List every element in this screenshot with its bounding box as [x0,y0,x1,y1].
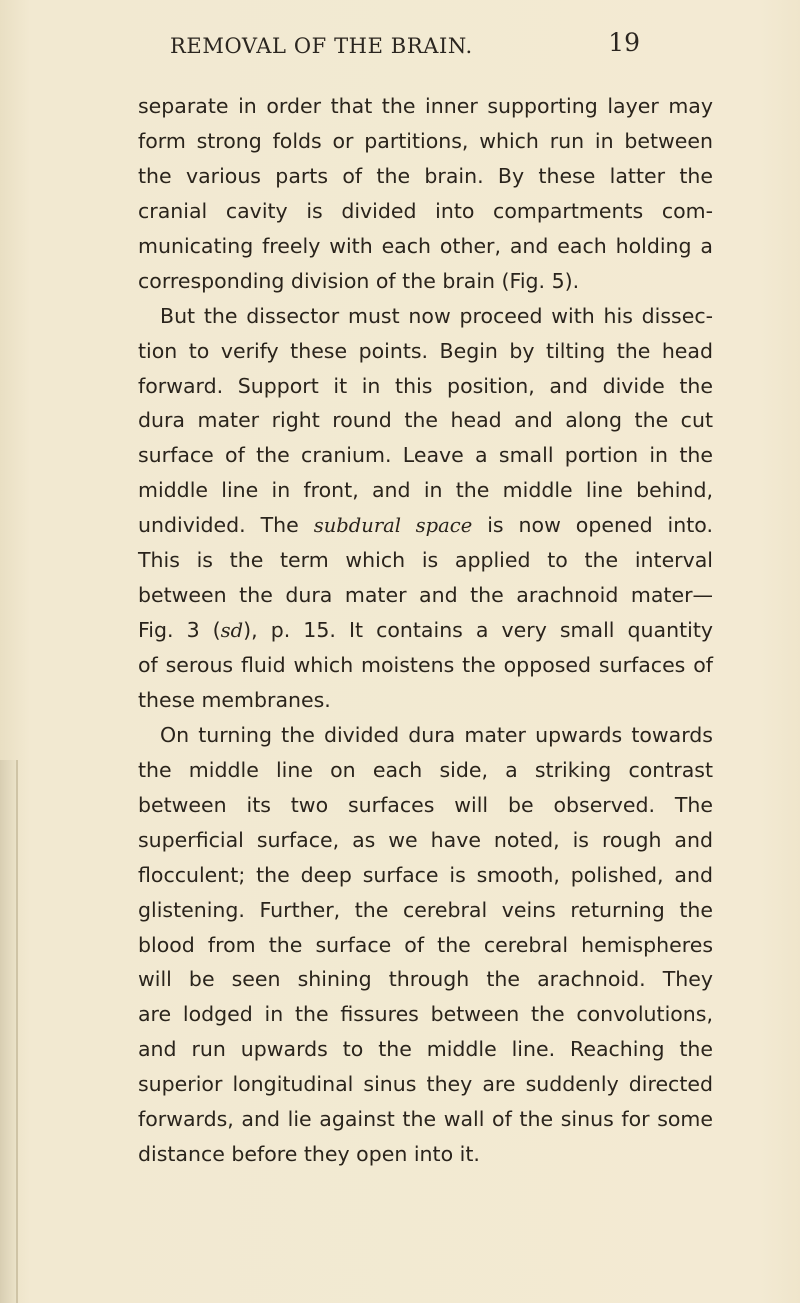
text-line: between the dura mater and the arachnoid mater— [138,583,713,608]
text-line: the various parts of the brain. By these latter the [138,163,713,188]
text-line: form strong folds or partitions, which run in between [138,128,713,153]
text-line: This is the term which is applied to the interval [138,548,713,573]
text-line: superficial surface, as we have noted, is rough and [138,827,713,852]
running-head: REMOVAL OF THE BRAIN. [170,34,473,58]
page-header [170,28,640,68]
text-line: separate in order that the inner supporting layer may [138,94,713,118]
body-text [138,89,713,1172]
text-line: municating freely with each other, and each holding a [138,233,713,258]
page-binding-edge [0,760,18,1303]
text-line: dura mater right round the head and along the cut [138,408,713,433]
text-segment: ), p. 15. It contains a very small quantity [243,618,713,643]
paragraph-start-line: On turning the divided dura mater upwards towards [160,722,713,747]
text-line: blood from the surface of the cerebral hemispheres [138,932,713,957]
text-line: forward. Support it in this position, and divide the [138,373,713,398]
text-line: glistening. Further, the cerebral veins returning the [138,897,713,922]
text-line: the middle line on each side, a striking contrast [138,757,713,782]
text-line: will be seen shining through the arachnoid. They [138,967,713,992]
paragraph-start-line: But the dissector must now proceed with his dissec- [160,303,713,328]
italic-term: sd [220,619,244,643]
text-segment: is now opened into. [472,513,713,538]
text-line: forwards, and lie against the wall of the sinus for some [138,1107,713,1132]
text-line: of serous fluid which moistens the opposed surfaces of [138,653,713,677]
text-line: cranial cavity is divided into compartments com- [138,198,713,223]
text-line: tion to verify these points. Begin by tilting the head [138,338,713,363]
text-line: superior longitudinal sinus they are suddenly directed [138,1072,713,1097]
text-line: corresponding division of the brain (Fig. 5). [138,268,580,293]
text-line-with-italic [138,613,713,648]
text-line: middle line in front, and in the middle line behind, [138,478,713,503]
page-number: 19 [608,28,640,57]
text-line: are lodged in the fissures between the convolutions, [138,1002,713,1027]
text-line: and run upwards to the middle line. Reaching the [138,1037,713,1062]
text-line: surface of the cranium. Leave a small portion in the [138,443,713,468]
text-line: these membranes. [138,687,331,712]
text-segment: undivided. The [138,513,314,538]
italic-term: subdural space [313,514,473,538]
text-line: between its two surfaces will be observed. The [138,792,713,817]
text-line: distance before they open into it. [138,1142,480,1167]
text-segment: Fig. 3 ( [138,618,221,643]
text-line: flocculent; the deep surface is smooth, polished, and [138,862,713,887]
text-line-with-italic [138,508,713,543]
